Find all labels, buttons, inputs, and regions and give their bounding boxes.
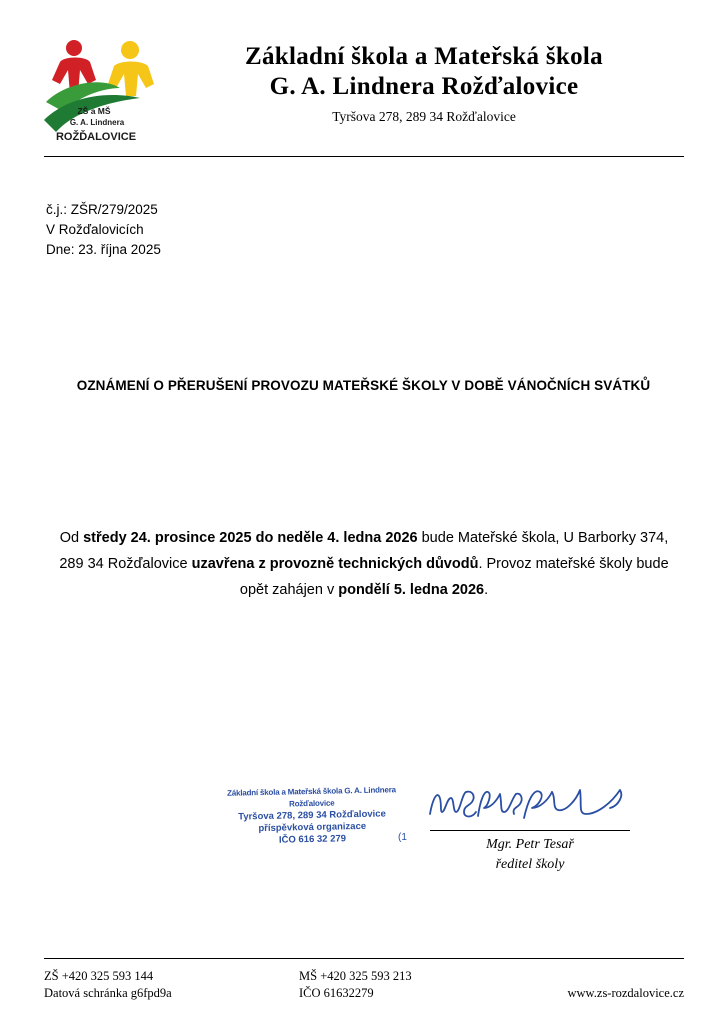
stamp-line-3: příspěvková organizace <box>258 820 367 835</box>
logo-text-top: ZŠ a MŠ <box>77 106 111 116</box>
school-name-line-2: G. A. Lindnera Rožďalovice <box>269 73 579 100</box>
date: Dne: 23. října 2025 <box>46 242 161 257</box>
place: V Rožďalovicích <box>46 222 144 237</box>
footer-ico: IČO 61632279 <box>299 986 374 1000</box>
logo-text-mid: G. A. Lindnera <box>69 118 125 127</box>
body-part-1: Od <box>59 529 84 546</box>
stamp-line-4: IČO 616 32 279 <box>278 833 347 846</box>
signatory-name: Mgr. Petr Tesař <box>486 837 574 852</box>
stamp-mark: (1 <box>398 832 407 843</box>
body-bold-3: pondělí 5. ledna 2026 <box>338 581 485 598</box>
footer-row-1 <box>44 968 684 985</box>
document-body <box>56 525 672 603</box>
signature-line <box>430 830 630 831</box>
footer-website: www.zs-rozdalovice.cz <box>567 986 684 1000</box>
stamp-line-1: Základní škola a Mateřská škola G. A. Lindnera Rožďalovice <box>227 785 396 809</box>
official-stamp <box>211 784 412 848</box>
body-part-4: . <box>484 581 489 598</box>
body-part-3: . Provoz mateřské školy bude opět zahájen v <box>239 555 669 598</box>
stamp-line-2: Tyršova 278, 289 34 Rožďalovice <box>238 808 386 823</box>
body-bold-2: uzavřena z provozně technických důvodů <box>191 555 479 572</box>
document-footer <box>44 968 684 1002</box>
document-header <box>44 36 684 146</box>
logo-text-bottom: ROŽĎALOVICE <box>55 131 137 143</box>
file-number: č.j.: ZŠR/279/2025 <box>46 202 158 217</box>
footer-divider <box>44 958 684 959</box>
document-subject: OZNÁMENÍ O PŘERUŠENÍ PROVOZU MATEŘSKÉ ŠKOLY V DOBĚ VÁNOČNÍCH SVÁTKŮ <box>76 378 651 393</box>
body-part-2: bude Mateřské škola, U Barborky 374, 289 34 Rožďalovice <box>59 529 669 572</box>
school-title-block <box>164 36 684 126</box>
reference-block <box>46 200 161 260</box>
body-bold-1: středy 24. prosince 2025 do neděle 4. ledna 2026 <box>83 529 418 546</box>
handwritten-signature-icon <box>420 778 640 834</box>
school-logo <box>44 36 164 146</box>
footer-row-2 <box>44 985 684 1002</box>
footer-ms-phone: MŠ +420 325 593 213 <box>299 969 412 983</box>
footer-right-empty <box>514 968 684 985</box>
header-divider <box>44 156 684 157</box>
signatory-role: ředitel školy <box>495 857 565 872</box>
school-address: Tyršova 278, 289 34 Rožďalovice <box>332 109 516 124</box>
footer-zs-phone: ZŠ +420 325 593 144 <box>44 969 154 983</box>
footer-databox: Datová schránka g6fpd9a <box>44 986 172 1000</box>
school-name-line-1: Základní škola a Mateřská škola <box>245 43 603 70</box>
